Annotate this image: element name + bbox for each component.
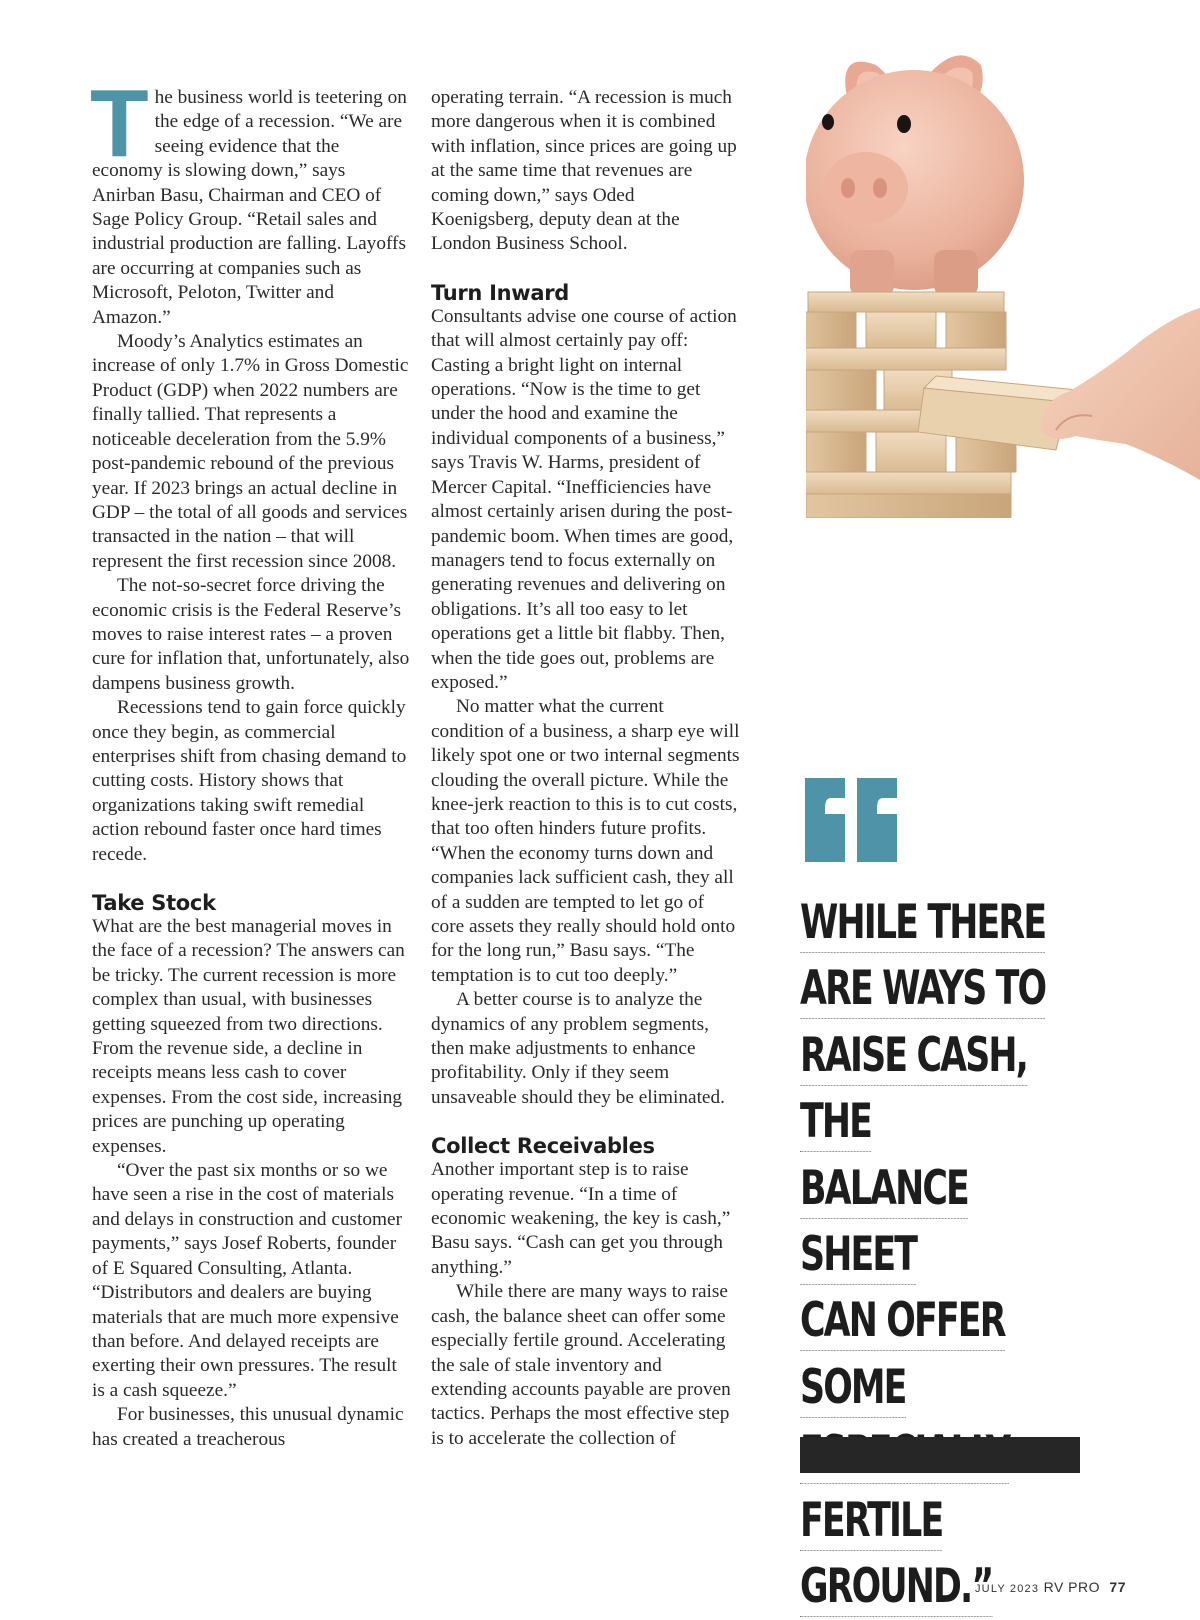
pull-quote-line: CAN OFFER SOME (800, 1288, 1090, 1421)
piggy-bank-photo (806, 40, 1200, 518)
page-folio (975, 1579, 1126, 1595)
paragraph: Consultants advise one course of action that will almost certainly pay off: Casting a bright light on internal operations. “Now is the time to get under the hood and examine the individual components of a business,” says Travis W. Harms, president of Mercer Capital. “Inefficiencies have almost certainly arisen during the post-pandemic boom. When times are good, managers tend to focus externally on generating revenues and delivering on obligations. It’s all too easy to let operations get a little bit flabby. Then, when the tide goes out, problems are exposed.” (431, 305, 737, 693)
pull-quote-line: RAISE CASH, THE (800, 1023, 1090, 1156)
paragraph: Another important step is to raise operating revenue. “In a time of economic weakening, the key is cash,” Basu says. “Cash can get you through anything.” (431, 1159, 731, 1278)
pull-quote-line: ARE WAYS TO (800, 956, 1090, 1022)
article-column-2 (431, 86, 741, 1451)
paragraph: he business world is teetering on the edge of a recession. “We are seeing evidence that the economy is slowing down,” says Anirban Basu, Chairman and CEO of Sage Policy Group. “Retail sales and industrial production are falling. Layoffs are occurring at companies such as Microsoft, Peloton, Twitter and Amazon.” (92, 87, 407, 328)
page-number: 77 (1109, 1579, 1126, 1595)
paragraph: A better course is to analyze the dynamics of any problem segments, then make adjustments to enhance profitability. Only if they seem unsaveable should they be eliminated. (431, 989, 725, 1108)
pull-quote (800, 890, 1090, 1620)
section-heading: Collect Receivables (431, 1134, 655, 1159)
paragraph: Moody’s Analytics estimates an increase of only 1.7% in Gross Domestic Product (GDP) when 2022 numbers are finally tallied. That represents a noticeable deceleration from the 5.9% post-pandemic rebound of the previous year. If 2023 brings an actual decline in GDP – the total of all goods and services transacted in the nation – that will represent the first recession since 2008. (92, 331, 409, 572)
drop-cap: T (90, 70, 149, 177)
pull-quote-line: WHILE THERE (800, 890, 1090, 956)
paragraph: operating terrain. “A recession is much more dangerous when it is combined with inflation, since prices are going up at the same time that revenues are coming down,” says Oded Koenigsberg, deputy dean at the London Business School. (431, 87, 737, 255)
piggy-bank-on-jenga-icon (806, 40, 1200, 518)
paragraph: While there are many ways to raise cash, the balance sheet can offer some especially fertile ground. Accelerating the sale of stale inventory and extending accounts payable are proven tactics. Perhaps the most effective step is to accelerate the collection of (431, 1281, 731, 1449)
paragraph: No matter what the current condition of a business, a sharp eye will likely spot one or two internal segments clouding the overall picture. While the knee-jerk reaction to this is to cut costs, that too often hinders future profits. “When the economy turns down and companies lack sufficient cash, they all of a sudden are tempted to let go of core assets they really should hold onto for the long run,” Basu says. “The temptation is to cut too deeply.” (431, 696, 740, 986)
paragraph: What are the best managerial moves in the face of a recession? The answers can be tricky. The current recession is more complex than usual, with businesses getting squeezed from two directions. From the revenue side, a decline in receipts means less cash to cover expenses. From the cost side, increasing prices are punching up operating expenses. (92, 916, 405, 1157)
paragraph: Recessions tend to gain force quickly once they begin, as commercial enterprises shift from chasing demand to cutting costs. History shows that organizations taking swift remedial action rebound faster once hard times recede. (92, 697, 407, 865)
magazine-name: RV PRO (1043, 1579, 1101, 1595)
pull-quote-line: GROUND.” (800, 1554, 1090, 1620)
pull-quote-line: BALANCE SHEET (800, 1156, 1090, 1289)
article-column-1 (90, 70, 410, 1452)
pull-quote-line: FERTILE (800, 1488, 1090, 1554)
issue-date: JULY 2023 (974, 1583, 1040, 1595)
intro-paragraph (90, 70, 410, 330)
open-quote-graphic (797, 770, 907, 882)
paragraph: “Over the past six months or so we have seen a rise in the cost of materials and delays in construction and customer payments,” says Josef Roberts, founder of E Squared Consulting, Atlanta. “Distributors and dealers are buying materials that are much more expensive than before. And delayed receipts are exerting their own pressures. The result is a cash squeeze.” (92, 1160, 403, 1401)
section-heading: Turn Inward (431, 280, 570, 305)
paragraph: The not-so-secret force driving the economic crisis is the Federal Reserve’s moves to raise interest rates – a proven cure for inflation that, unfortunately, also dampens business growth. (92, 575, 410, 694)
quote-mark-icon (797, 770, 907, 882)
section-heading: Take Stock (92, 891, 216, 915)
paragraph: For businesses, this unusual dynamic has created a treacherous (92, 1404, 404, 1450)
pull-quote-bar (800, 1437, 1080, 1473)
